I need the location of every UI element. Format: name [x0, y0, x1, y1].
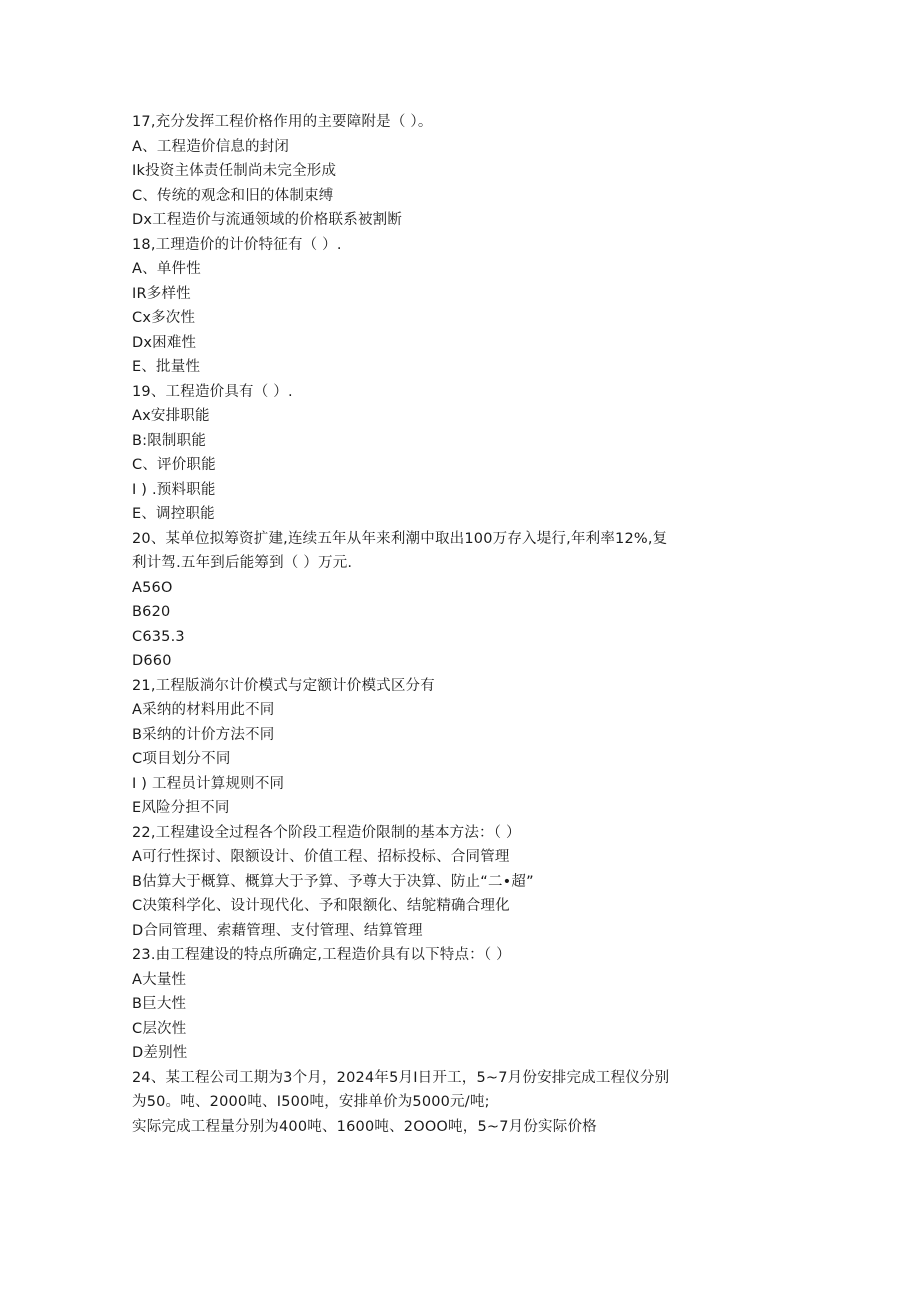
- question-17-option-b: Ik投资主体责任制尚未完全形成: [132, 163, 337, 179]
- question-21-option-e: E风险分担不同: [132, 800, 230, 816]
- question-18-option-a: A、单件性: [132, 261, 201, 277]
- question-23-option-d: D差别性: [132, 1045, 188, 1061]
- question-19-option-a: Ax安排职能: [132, 408, 210, 424]
- question-23-stem: 23.由工程建设的特点所确定,工程造价具有以下特点：（ ）: [132, 947, 511, 963]
- question-19-stem: 19、工程造价具有（ ）.: [132, 383, 293, 400]
- question-18-option-c: Cx多次性: [132, 310, 196, 326]
- question-20-option-b: B620: [132, 604, 171, 620]
- question-18-option-b: IR多样性: [132, 285, 191, 302]
- question-23-option-b: B巨大性: [132, 996, 187, 1012]
- question-18-option-e: E、批量性: [132, 359, 201, 375]
- question-22-option-d: D合同管理、索藉管理、支付管理、结算管理: [132, 922, 423, 939]
- question-21-option-a: A采纳的材料用此不同: [132, 702, 275, 718]
- question-20-option-c: C635.3: [132, 628, 185, 645]
- question-20-stem-continued: 利计驾.五年到后能筹到（ ）万元.: [132, 555, 353, 571]
- question-17-option-d: Dx工程造价与流通领域的价格联系被割断: [132, 212, 403, 228]
- question-23-option-a: A大量性: [132, 971, 187, 988]
- question-20-option-a: A56O: [132, 579, 173, 596]
- question-22-option-a: A可行性探讨、限额设计、价值工程、招标投标、合同管理: [132, 849, 510, 865]
- question-20-stem: 20、某单位拟筹资扩建,连续五年从年来利潮中取出100万存入堤行,年利率12%,复: [132, 530, 668, 547]
- question-20-option-d: D660: [132, 653, 172, 669]
- question-22-option-b: B估算大于概算、概算大于予算、予尊大于决算、防止“二•超”: [132, 873, 534, 890]
- question-19-option-e: E、调控职能: [132, 506, 215, 522]
- question-18-stem: 18,工理造价的计价特征有（ ）.: [132, 236, 342, 253]
- question-17-option-c: C、传统的观念和旧的体制束缚: [132, 187, 334, 204]
- question-21-option-c: C项目划分不同: [132, 751, 231, 767]
- document-body: [132, 110, 692, 1139]
- question-24-stem-continued: 为50。吨、2000吨、I500吨，安排单价为5000元/吨;: [132, 1094, 490, 1110]
- question-23-option-c: C层次性: [132, 1020, 187, 1037]
- question-19-option-c: C、评价职能: [132, 457, 216, 473]
- question-19-option-d: I ) .预料职能: [132, 481, 216, 498]
- question-18-option-d: Dx困难性: [132, 334, 197, 351]
- question-17-stem: 17,充分发挥工程价格作用的主要障附是（ ）。: [132, 114, 433, 130]
- question-21-option-d: I ) 工程员计算规则不同: [132, 775, 285, 792]
- question-21-option-b: B采纳的计价方法不同: [132, 726, 275, 743]
- question-17-option-a: A、工程造价信息的封闭: [132, 138, 290, 155]
- question-24-stem-continued-2: 实际完成工程量分别为400吨、1600吨、2OOO吨，5~7月份实际价格: [132, 1118, 597, 1135]
- question-22-stem: 22,工程建设全过程各个阶段工程造价限制的基本方法：（ ）: [132, 824, 521, 841]
- question-22-option-c: C决策科学化、设计现代化、予和限额化、结鸵精确合理化: [132, 898, 510, 914]
- question-19-option-b: B:限制职能: [132, 432, 207, 449]
- question-24-stem: 24、某工程公司工期为3个月，2024年5月I日开工，5~7月份安排完成工程仪分别: [132, 1069, 670, 1086]
- question-21-stem: 21,工程版淌尔计价模式与定额计价模式区分有: [132, 677, 435, 694]
